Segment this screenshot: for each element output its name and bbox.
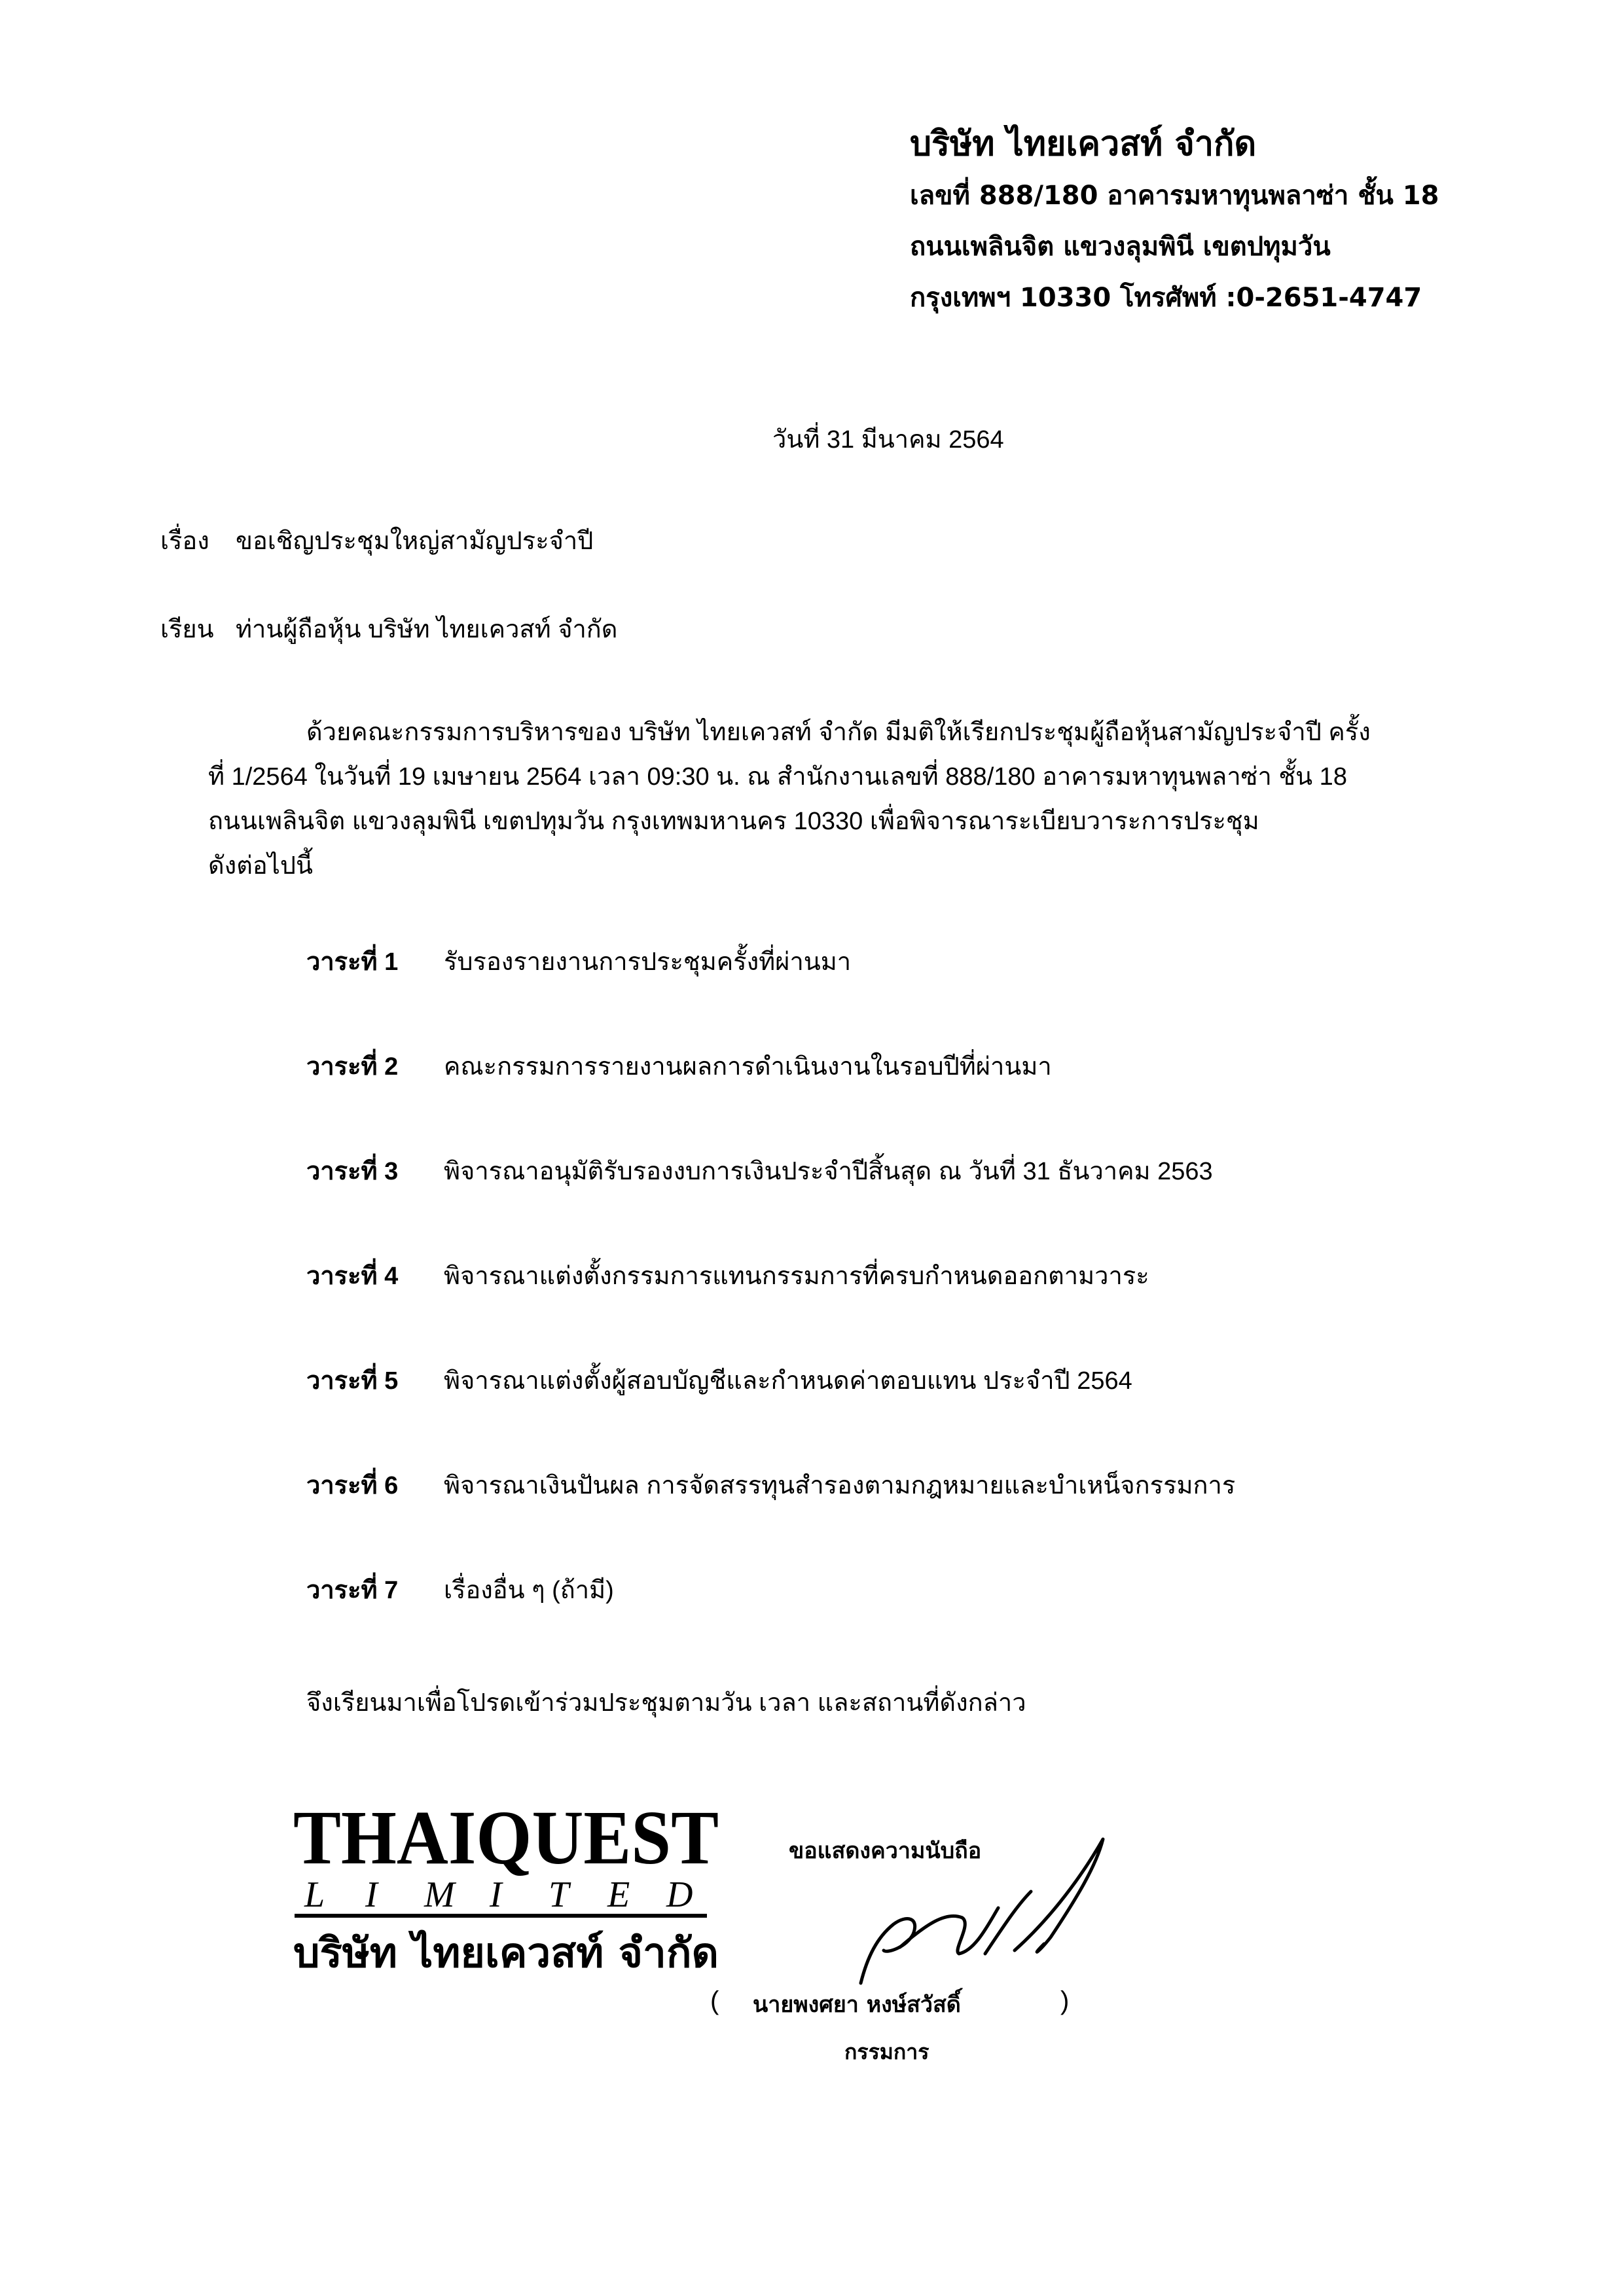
agenda-item [306,1047,1517,1152]
stamp-letter-m: M [424,1874,455,1915]
agenda-text: คณะกรรมการรายงานผลการดำเนินงานในรอบปีที่ผ่านมา [444,1053,1052,1081]
agenda-number: วาระที่ 4 [306,1263,399,1290]
handwritten-signature [821,1826,1116,1996]
letterhead-address-line-1: เลขที่ 888/180 อาคารมหาทุนพลาซ่า ชั้น 18 [910,181,1439,211]
agenda-number: วาระที่ 2 [306,1053,399,1081]
stamp-letter-t: T [549,1874,569,1915]
agenda-item [306,1361,1517,1466]
agenda-number: วาระที่ 1 [306,948,399,976]
stamp-thai: บริษัท ไทยเควสท์ จำกัด [293,1929,719,1977]
intro-line-1: ด้วยคณะกรรมการบริหารของ บริษัท ไทยเควสท์ จำกัด มีมติให้เรียกประชุมผู้ถือหุ้นสามัญประจำปี ครั้ง [306,719,1371,746]
signer-title: กรรมการ [844,2039,929,2064]
agenda-text: เรื่องอื่น ๆ (ถ้ามี) [444,1577,614,1604]
intro-line-2: ที่ 1/2564 ในวันที่ 19 เมษายน 2564 เวลา 09:30 น. ณ สำนักงานเลขที่ 888/180 อาคารมหาทุนพลาซ่า ชั้น 18 [208,763,1347,791]
signature-paren-close: ) [1060,1986,1070,2015]
letterhead-address-line-2: ถนนเพลินจิต แขวงลุมพินี เขตปทุมวัน [910,232,1331,262]
intro-line-3: ถนนเพลินจิต แขวงลุมพินี เขตปทุมวัน กรุงเทพมหานคร 10330 เพื่อพิจารณาระเบียบวาระการประชุม [208,808,1259,835]
stamp-letter-e: E [607,1874,630,1915]
agenda-number: วาระที่ 7 [306,1577,399,1604]
company-stamp-logo [288,1790,733,1980]
salutation-line [160,609,618,649]
intro-line-4: ดังต่อไปนี้ [208,852,313,880]
agenda-number: วาระที่ 5 [306,1367,399,1395]
agenda-item [306,942,1517,1047]
stamp-letter-l: L [304,1874,325,1915]
intro-paragraph [208,710,1507,888]
agenda-item [306,1466,1517,1571]
salutation-label: เรียน [160,616,214,643]
agenda-text: พิจารณาอนุมัติรับรองงบการเงินประจำปีสิ้นสุด ณ วันที่ 31 ธันวาคม 2563 [444,1158,1213,1185]
subject-line [160,520,593,560]
agenda-text: พิจารณาเงินปันผล การจัดสรรทุนสำรองตามกฎหมายและบำเหน็จกรรมการ [444,1472,1236,1499]
agenda-text: พิจารณาแต่งตั้งกรรมการแทนกรรมการที่ครบกำหนดออกตามวาระ [444,1263,1149,1290]
subject-label: เรื่อง [160,528,209,555]
agenda-text: รับรองรายงานการประชุมครั้งที่ผ่านมา [444,948,852,976]
stamp-letter-i2: I [490,1874,502,1915]
letterhead-address-line-3: กรุงเทพฯ 10330 โทรศัพท์ :0-2651-4747 [910,283,1422,313]
letterhead [910,118,1591,323]
agenda-number: วาระที่ 3 [306,1158,399,1185]
agenda-number: วาระที่ 6 [306,1472,399,1499]
closing-line: จึงเรียนมาเพื่อโปรดเข้าร่วมประชุมตามวัน เวลา และสถานที่ดังกล่าว [306,1689,1026,1717]
stamp-brand: THAIQUEST [293,1795,719,1880]
agenda-item [306,1571,1517,1676]
signature-paren-open: ( [710,1986,719,2015]
agenda-item [306,1257,1517,1361]
subject-text: ขอเชิญประชุมใหญ่สามัญประจำปี [236,528,594,555]
signer-name: นายพงศยา หงษ์สวัสดิ์ [753,1992,961,2018]
stamp-letter-d: D [666,1874,693,1915]
stamp-letter-i1: I [365,1874,378,1915]
agenda-item [306,1152,1517,1257]
company-stamp [288,1790,733,1980]
letterhead-company: บริษัท ไทยเควสท์ จำกัด [910,124,1257,164]
letter-date: วันที่ 31 มีนาคม 2564 [772,426,1004,454]
agenda-list [306,942,1517,1676]
salutation-text: ท่านผู้ถือหุ้น บริษัท ไทยเควสท์ จำกัด [236,616,618,643]
signature-regards: ขอแสดงความนับถือ [789,1838,982,1864]
agenda-text: พิจารณาแต่งตั้งผู้สอบบัญชีและกำหนดค่าตอบแทน ประจำปี 2564 [444,1367,1132,1395]
